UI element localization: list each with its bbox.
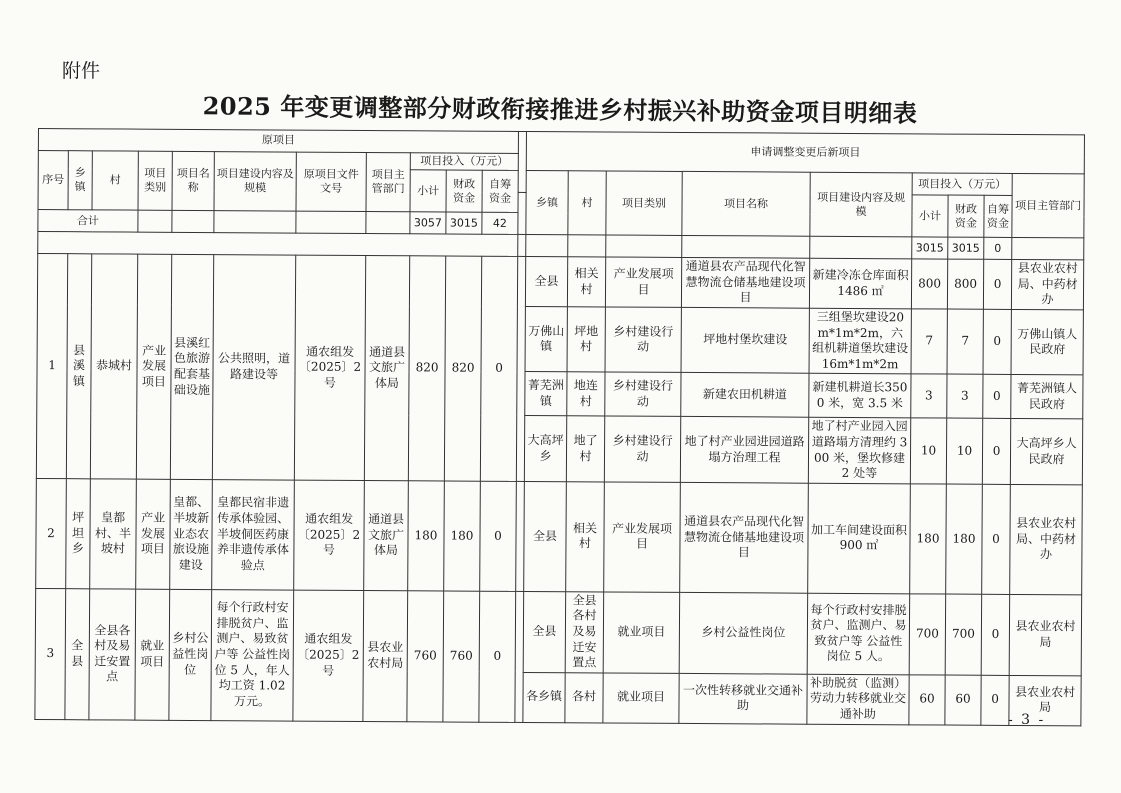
new-item-dept: 县农业农村局、中药材办 bbox=[1011, 260, 1083, 310]
new-item-category: 乡村建设行动 bbox=[605, 307, 681, 373]
project-subtotal: 760 bbox=[407, 591, 444, 722]
project-name: 皇都、半坡新业态农旅设施建设 bbox=[170, 479, 213, 589]
new-item-category: 就业项目 bbox=[603, 673, 679, 723]
new-item-village: 坪地村 bbox=[567, 307, 605, 373]
new-item-village: 地了村 bbox=[566, 416, 604, 482]
new-item-village: 全县各村及易迁安置点 bbox=[565, 592, 603, 673]
new-item-subtotal: 800 bbox=[911, 259, 947, 309]
project-dept: 通道县文旅广体局 bbox=[364, 480, 409, 590]
project-category: 产业发展项目 bbox=[136, 479, 171, 589]
col-self: 自筹资金 bbox=[482, 171, 518, 213]
col-seq: 序号 bbox=[38, 151, 68, 210]
project-subtotal: 820 bbox=[408, 256, 445, 481]
new-col-fiscal: 财政资金 bbox=[948, 195, 984, 237]
new-item-town: 全县 bbox=[524, 481, 567, 591]
project-content: 每个行政村安排脱贫户、监测户、易致贫户等 公益性岗位 5 人，年人均工资 1.02 万元。 bbox=[211, 589, 294, 720]
project-village: 皇都村、半坡村 bbox=[90, 479, 137, 589]
new-item-village: 相关村 bbox=[566, 482, 605, 592]
new-col-dept: 项目主管部门 bbox=[1012, 174, 1084, 238]
new-item-content: 三组堡坎建设20m*1m*2m，六组机耕道堡坎建设16m*1m*2m bbox=[809, 308, 911, 374]
col-name: 项目名称 bbox=[172, 151, 214, 211]
new-item-dept: 大高坪乡人民政府 bbox=[1010, 419, 1083, 485]
new-item-dept: 万佛山镇人民政府 bbox=[1011, 310, 1084, 376]
table-row bbox=[37, 254, 1083, 310]
project-village: 恭城村 bbox=[90, 254, 137, 479]
new-col-subtotal: 小计 bbox=[912, 195, 948, 237]
new-item-content: 地了村产业园入园道路塌方清理约 300 米，堡坎修建 2 处等 bbox=[808, 418, 910, 484]
new-col-name: 项目名称 bbox=[682, 172, 810, 237]
new-item-fiscal: 800 bbox=[947, 259, 983, 309]
attachment-label: 附件 bbox=[62, 60, 101, 82]
new-item-content: 新建冷冻仓库面积 1486 ㎡ bbox=[809, 259, 911, 309]
new-item-name: 通道县农产品现代化智慧物流仓储基地建设项目 bbox=[681, 258, 809, 309]
total-orig-fiscal: 3015 bbox=[446, 212, 482, 234]
new-project-header: 申请调整变更后新项目 bbox=[526, 131, 1084, 174]
project-seq: 3 bbox=[35, 588, 66, 719]
table-row bbox=[36, 478, 1083, 594]
new-item-subtotal: 180 bbox=[910, 484, 947, 594]
col-doc: 原项目文件文号 bbox=[296, 152, 366, 212]
project-doc: 通农组发〔2025〕2号 bbox=[294, 255, 365, 480]
col-fiscal: 财政资金 bbox=[446, 170, 482, 212]
project-dept: 县农业农村局 bbox=[363, 590, 408, 721]
total-new-fiscal: 3015 bbox=[948, 237, 984, 259]
new-item-dept: 县农业农村局、中药材办 bbox=[1010, 484, 1083, 594]
project-self: 0 bbox=[480, 481, 517, 591]
new-item-self: 0 bbox=[982, 419, 1010, 485]
col-dept: 项目主管部门 bbox=[366, 153, 410, 213]
total-new-self: 0 bbox=[984, 238, 1012, 260]
new-item-fiscal: 700 bbox=[945, 594, 981, 675]
col-category: 项目类别 bbox=[138, 151, 172, 211]
document-title: 2025 年变更调整部分财政衔接推进乡村振兴补助资金项目明细表 bbox=[202, 91, 918, 128]
total-label: 合计 bbox=[38, 210, 138, 233]
total-orig-subtotal: 3057 bbox=[410, 212, 446, 234]
new-item-town: 菁芜洲镇 bbox=[525, 372, 567, 416]
new-col-investment: 项目投入（万元） bbox=[912, 173, 1012, 196]
project-fiscal: 760 bbox=[443, 591, 480, 722]
project-table bbox=[34, 128, 1085, 726]
col-investment: 项目投入（万元） bbox=[410, 153, 518, 171]
new-col-village: 村 bbox=[568, 171, 606, 235]
new-item-name: 坪地村堡坎建设 bbox=[681, 308, 809, 374]
new-item-self: 0 bbox=[983, 375, 1011, 419]
col-content: 项目建设内容及规模 bbox=[214, 152, 296, 212]
new-item-self: 0 bbox=[981, 675, 1009, 725]
page-number: - 3 - bbox=[1008, 712, 1046, 728]
new-item-name: 通道县农产品现代化智慧物流仓储基地建设项目 bbox=[680, 482, 809, 593]
project-self: 0 bbox=[479, 591, 516, 722]
new-item-dept: 菁芜洲镇人民政府 bbox=[1011, 375, 1083, 419]
project-doc: 通农组发〔2025〕2号 bbox=[293, 590, 364, 721]
table-row bbox=[35, 588, 1082, 675]
new-item-fiscal: 60 bbox=[945, 675, 981, 725]
total-new-subtotal: 3015 bbox=[912, 237, 948, 259]
new-col-category: 项目类别 bbox=[606, 171, 682, 235]
project-subtotal: 180 bbox=[408, 481, 445, 591]
col-village: 村 bbox=[92, 151, 138, 211]
new-item-subtotal: 7 bbox=[911, 309, 947, 375]
project-category: 就业项目 bbox=[135, 589, 170, 720]
new-item-self: 0 bbox=[983, 309, 1011, 375]
new-item-village: 相关村 bbox=[567, 257, 605, 307]
new-item-self: 0 bbox=[982, 484, 1011, 594]
col-town: 乡镇 bbox=[68, 151, 92, 210]
project-doc: 通农组发〔2025〕2号 bbox=[294, 480, 365, 590]
new-item-subtotal: 700 bbox=[909, 594, 945, 675]
new-item-subtotal: 60 bbox=[909, 675, 945, 725]
new-col-town: 乡镇 bbox=[526, 171, 568, 235]
original-project-header: 原项目 bbox=[38, 129, 518, 154]
project-category: 产业发展项目 bbox=[136, 254, 171, 479]
project-content: 公共照明，道路建设等 bbox=[212, 255, 295, 480]
new-item-name: 地了村产业园进园道路塌方治理工程 bbox=[680, 417, 808, 483]
new-item-town: 万佛山镇 bbox=[525, 307, 567, 373]
project-village: 全县各村及易迁安置点 bbox=[89, 589, 136, 720]
new-item-village: 各村 bbox=[565, 673, 603, 723]
project-seq: 1 bbox=[36, 254, 67, 479]
project-content: 皇都民宿非遗传承体验园、半坡侗医药康养非遗传承体验点 bbox=[212, 479, 295, 589]
new-item-category: 乡村建设行动 bbox=[605, 372, 681, 416]
new-item-village: 地连村 bbox=[567, 372, 605, 416]
new-item-self: 0 bbox=[983, 260, 1011, 310]
new-item-name: 一次性转移就业交通补助 bbox=[679, 673, 807, 724]
new-item-content: 每个行政村安排脱贫户、监测户、易致贫户等 公益性岗位 5 人。 bbox=[807, 593, 909, 675]
project-self: 0 bbox=[480, 257, 517, 482]
new-item-town: 全县 bbox=[523, 591, 565, 672]
project-fiscal: 820 bbox=[444, 256, 481, 481]
new-item-self: 0 bbox=[981, 594, 1009, 675]
project-fiscal: 180 bbox=[444, 481, 481, 591]
new-item-content: 补助脱贫（监测）劳动力转移就业交通补助 bbox=[807, 674, 909, 724]
new-item-category: 乡村建设行动 bbox=[604, 416, 680, 482]
new-item-fiscal: 10 bbox=[946, 419, 982, 485]
new-item-fiscal: 7 bbox=[947, 309, 983, 375]
new-item-town: 大高坪乡 bbox=[524, 416, 566, 482]
new-item-fiscal: 3 bbox=[947, 375, 983, 419]
new-item-name: 新建农田机耕道 bbox=[681, 373, 809, 418]
new-item-content: 新建机耕道长3500 米，宽 3.5 米 bbox=[809, 374, 911, 419]
new-item-town: 全县 bbox=[525, 257, 567, 307]
project-town: 县溪镇 bbox=[66, 254, 91, 479]
project-town: 全县 bbox=[65, 589, 90, 720]
new-item-dept: 县农业农村局 bbox=[1009, 594, 1082, 675]
new-item-content: 加工车间建设面积 900 ㎡ bbox=[808, 483, 911, 594]
project-town: 坪坦乡 bbox=[66, 479, 91, 589]
new-item-category: 就业项目 bbox=[603, 592, 679, 673]
project-name: 县溪红色旅游配套基础设施 bbox=[170, 255, 213, 480]
new-item-fiscal: 180 bbox=[946, 484, 983, 594]
new-col-self: 自筹资金 bbox=[984, 196, 1012, 238]
new-item-category: 产业发展项目 bbox=[604, 482, 681, 592]
project-name: 乡村公益性岗位 bbox=[169, 589, 212, 720]
total-orig-self: 42 bbox=[482, 213, 518, 235]
new-col-content: 项目建设内容及规模 bbox=[810, 173, 912, 238]
new-item-category: 产业发展项目 bbox=[605, 257, 681, 307]
new-item-town: 各乡镇 bbox=[523, 672, 565, 722]
new-item-subtotal: 10 bbox=[910, 418, 946, 484]
col-subtotal: 小计 bbox=[410, 170, 446, 212]
new-item-name: 乡村公益性岗位 bbox=[679, 592, 807, 674]
new-item-subtotal: 3 bbox=[911, 374, 947, 418]
new-item-dept: 县农业农村局 bbox=[1009, 675, 1081, 725]
project-seq: 2 bbox=[36, 478, 67, 588]
project-dept: 通道县文旅广体局 bbox=[364, 256, 409, 481]
